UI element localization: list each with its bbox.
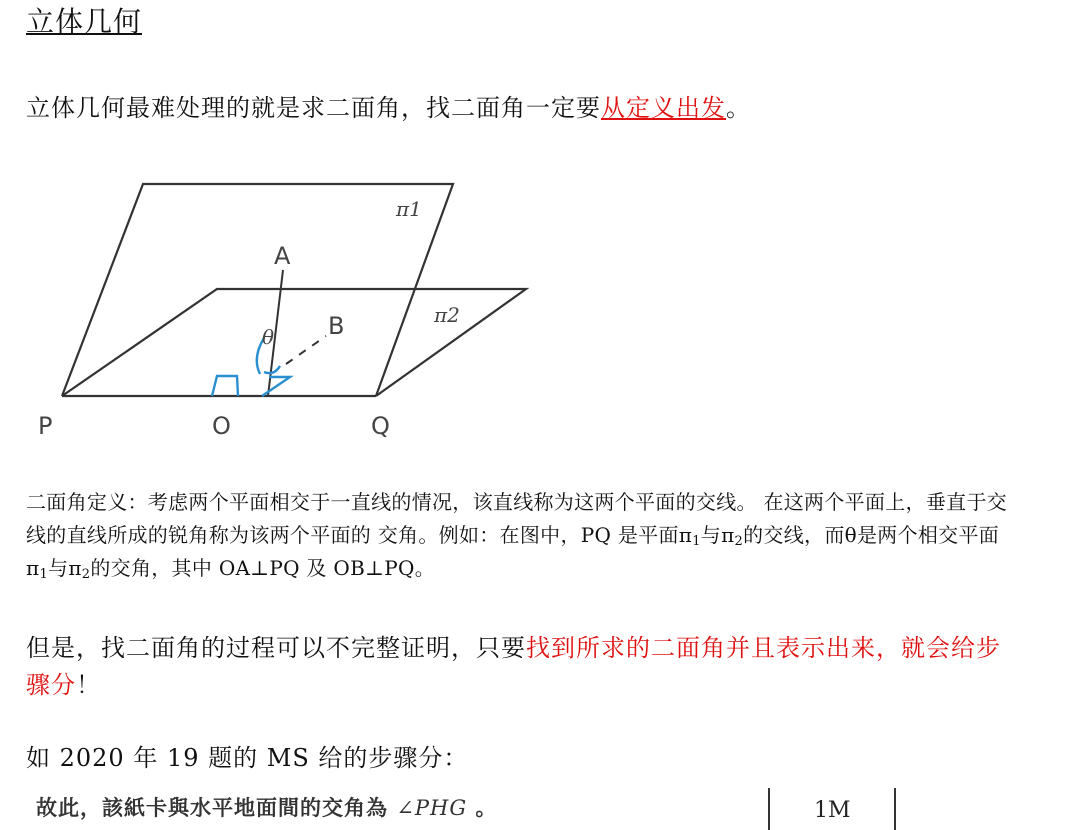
marking-scheme-end: 。 <box>467 796 498 820</box>
marking-scheme-row <box>36 788 906 830</box>
marking-scheme-divider-right <box>894 788 896 830</box>
intro-emphasis: 从定义出发 <box>601 94 726 122</box>
marking-scheme-mark: 1M <box>814 798 851 823</box>
definition-sub-4: 2 <box>81 567 91 582</box>
definition-text-4: 与π <box>48 556 82 580</box>
definition-text-1: 二面角定义：考虑两个平面相交于一直线的情况，该直线称为这两个平面的交线。 在这两个平面上，垂直于交线的直线所成的锐角称为该两个平面的 交角。例如：在图中，PQ 是平面π <box>26 490 1008 547</box>
right-angle-mark-a <box>212 376 238 396</box>
right-angle-mark-b <box>262 377 290 396</box>
step-score-paragraph <box>26 630 1016 704</box>
dihedral-angle-figure <box>28 168 548 448</box>
marking-scheme-divider-left <box>768 788 770 830</box>
definition-text-5: 的交角，其中 OA⊥PQ 及 OB⊥PQ。 <box>90 556 435 580</box>
definition-paragraph <box>26 486 1011 585</box>
definition-sub-2: 2 <box>734 534 744 549</box>
intro-paragraph <box>26 88 751 123</box>
label-q: Q <box>371 412 390 440</box>
step-score-end: ！ <box>76 671 101 699</box>
definition-sub-3: 1 <box>39 567 49 582</box>
marking-scheme-text <box>36 792 497 822</box>
label-pi1: π1 <box>396 197 422 221</box>
label-p: P <box>38 412 53 440</box>
step-score-highlight: 找到所求的二面角并且表示出来，就会给步骤分 <box>26 634 1001 699</box>
label-o: O <box>212 412 231 440</box>
definition-text-3: 的交线，而θ是两个相交平面π <box>26 523 1000 580</box>
example-intro: 如 2020 年 19 题的 MS 给的步骤分： <box>26 744 469 772</box>
definition-text-2: 与π <box>700 523 735 547</box>
label-b: B <box>328 312 345 340</box>
label-theta: θ <box>262 325 275 349</box>
marking-scheme-angle: ∠PHG <box>396 796 468 820</box>
definition-sub-1: 1 <box>692 534 701 549</box>
intro-end: 。 <box>726 94 751 122</box>
line-ob <box>286 336 326 364</box>
page-title: 立体几何 <box>26 5 143 38</box>
step-score-text: 但是，找二面角的过程可以不完整证明，只要 <box>26 634 526 662</box>
label-a: A <box>274 242 291 270</box>
label-pi2: π2 <box>434 303 460 327</box>
intro-text: 立体几何最难处理的就是求二面角，找二面角一定要 <box>26 94 601 122</box>
marking-scheme-sentence: 故此，該紙卡與水平地面間的交角為 <box>36 796 397 820</box>
